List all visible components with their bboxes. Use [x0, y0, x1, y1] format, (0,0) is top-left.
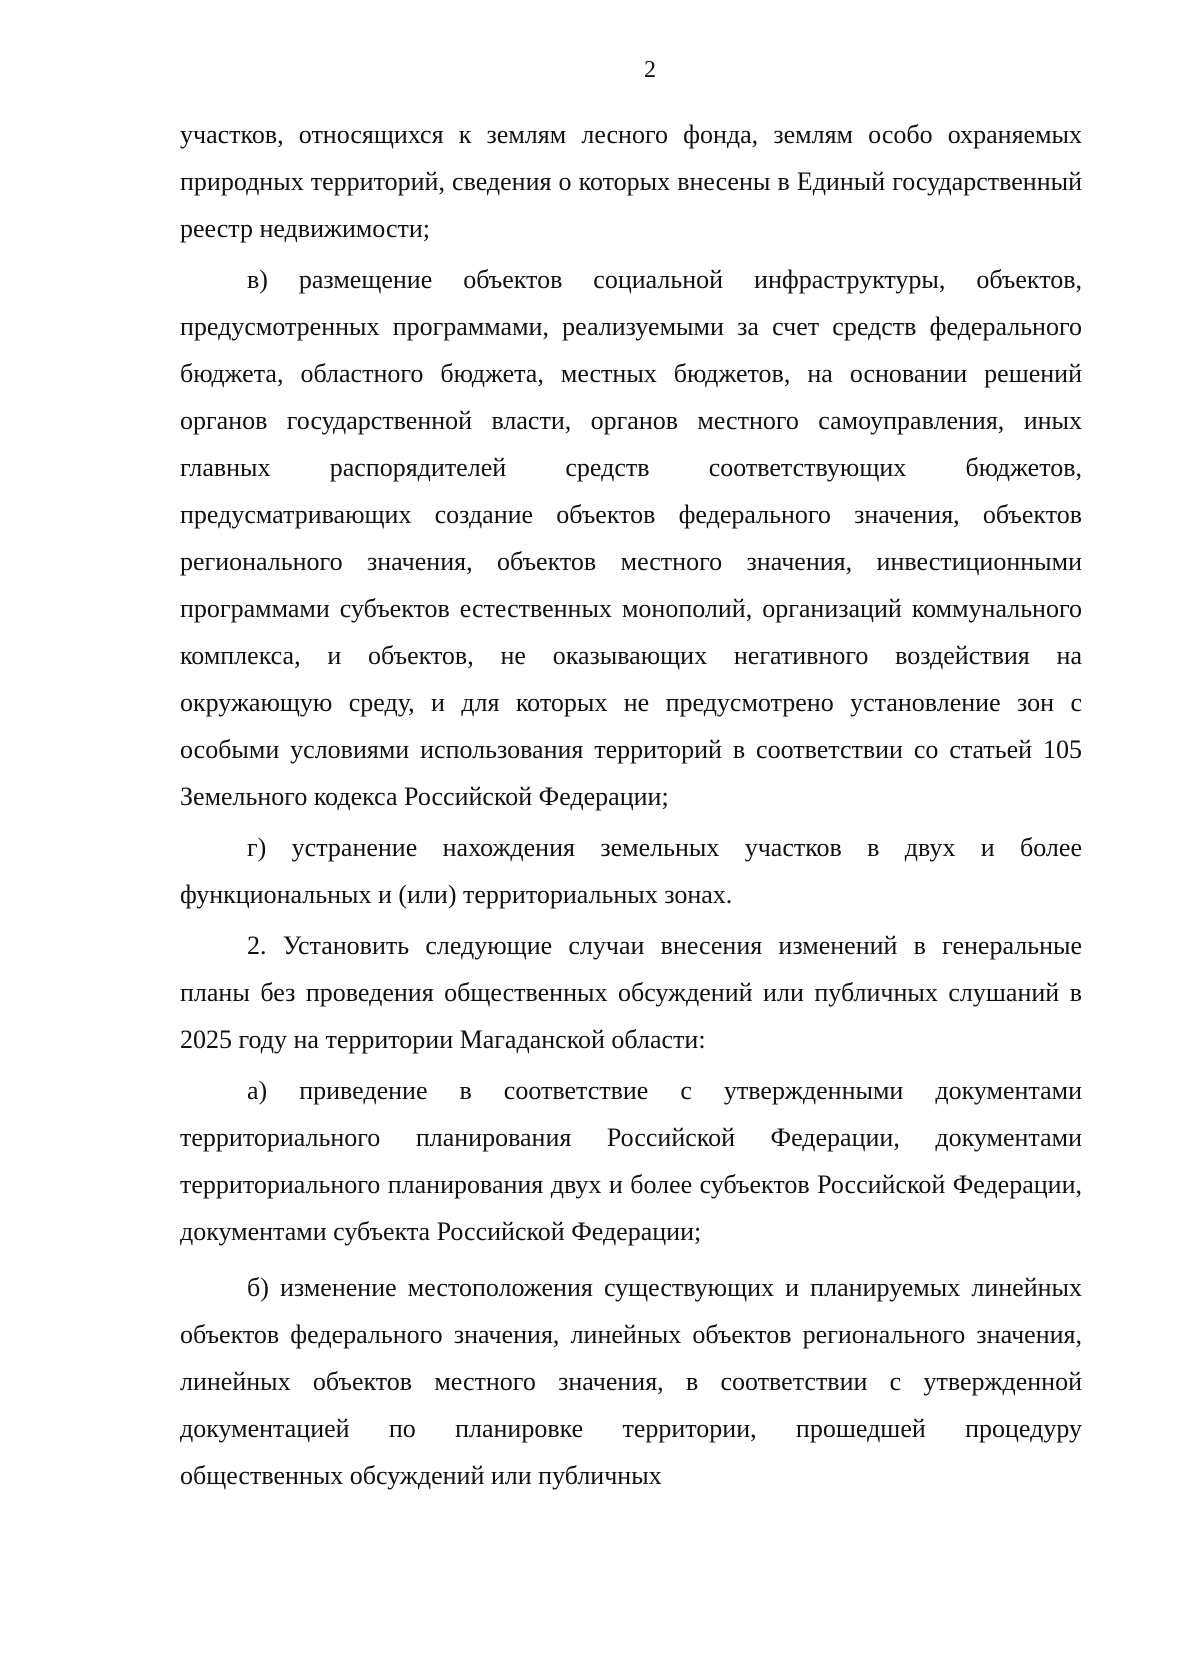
paragraph-point-2: 2. Установить следующие случаи внесения изменений в генеральные планы без проведения общественных обсуждений или публичных слушаний в 2025 году на территории Магаданской области:: [180, 931, 1082, 1054]
paragraph-item-a: а) приведение в соответствие с утвержденными документами территориального планирования Российской Федерации, документами территориального планирования двух и более субъектов Российской Федерации, документами субъекта Российской Федерации;: [180, 1076, 1082, 1246]
paragraph-item-v: в) размещение объектов социальной инфраструктуры, объектов, предусмотренных программами, реализуемыми за счет средств федерального бюджета, областного бюджета, местных бюджетов, на основании решений органов государственной власти, органов местного самоуправления, иных главных распорядителей средств соответствующих бюджетов, предусматривающих создание объектов федерального значения, объектов регионального значения, объектов местного значения, инвестиционными программами субъектов естественных монополий, организаций коммунального комплекса, и объектов, не оказывающих негативного воздействия на окружающую среду, и для которых не предусмотрено установление зон с особыми условиями использования территорий в соответствии со статьей 105 Земельного кодекса Российской Федерации;: [180, 265, 1082, 811]
paragraph-item-b: б) изменение местоположения существующих и планируемых линейных объектов федерального значения, линейных объектов регионального значения, линейных объектов местного значения, в соответствии с утвержденной документацией по планировке территории, прошедшей процедуру общественных обсуждений или публичных: [180, 1273, 1082, 1490]
paragraph-item-g: г) устранение нахождения земельных участков в двух и более функциональных и (или) территориальных зонах.: [180, 833, 1082, 909]
page-number: 2: [644, 57, 656, 83]
document-body: [180, 111, 1082, 1499]
paragraph-continuation: участков, относящихся к землям лесного фонда, землям особо охраняемых природных территорий, сведения о которых внесены в Единый государственный реестр недвижимости;: [180, 120, 1082, 243]
